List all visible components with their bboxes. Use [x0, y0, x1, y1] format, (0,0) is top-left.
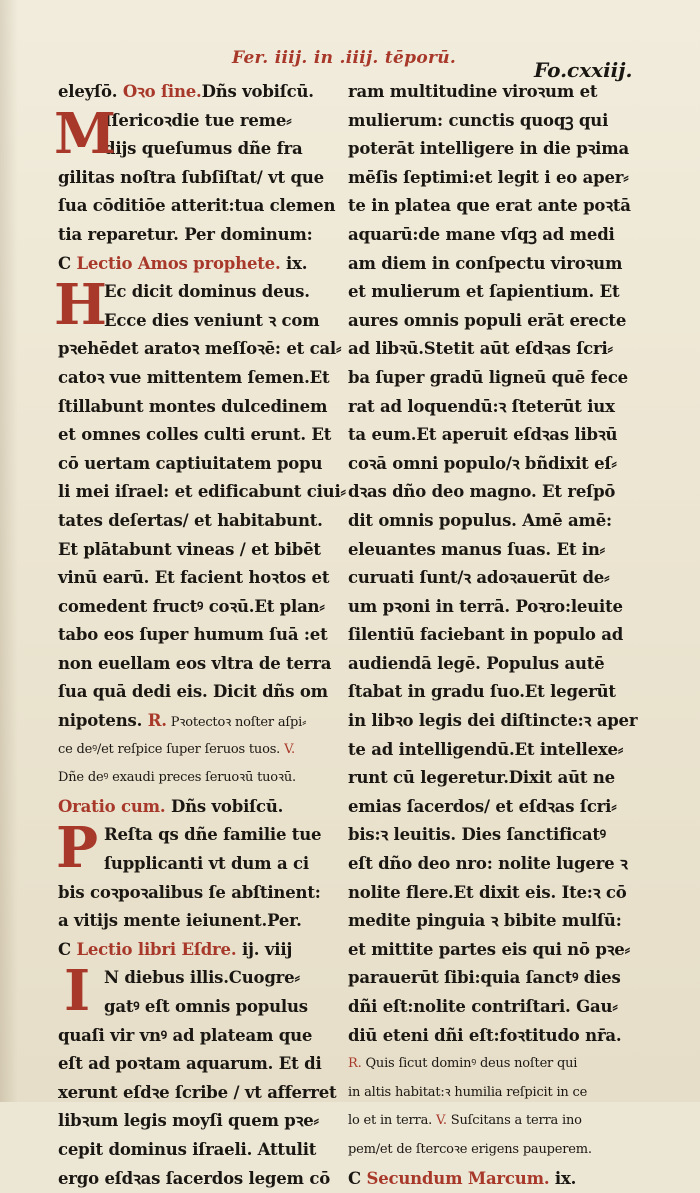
text-run: li mei iſrael: et edificabunt ciui⸗: [58, 482, 346, 502]
text-run: ix.: [280, 253, 308, 273]
text-run: ta eum.Et aperuit eſdꝛas libꝛū: [348, 425, 618, 445]
text-run: Quis ſicut dominꝰ deus noſter qui: [361, 1056, 578, 1072]
text-run: parauerūt ſibi:quia ſanctꝰ dies: [348, 968, 621, 988]
text-run: dit omnis populus. Amē amē:: [348, 510, 612, 530]
rubric-text: Oꝛo ſine.: [122, 82, 202, 101]
text-run: aures omnis populi erāt erecte: [348, 310, 627, 330]
text-run: Et plātabunt vineas / et bibēt: [58, 539, 321, 559]
text-line: [348, 192, 631, 221]
text-line: [58, 678, 330, 707]
rubricated-initial: H: [54, 272, 107, 339]
text-line: [348, 564, 620, 593]
text-run: cō uertam captiuitatem popu: [58, 453, 323, 473]
rubric-text: R.: [348, 1056, 362, 1072]
text-run: catoꝛ vue mittentem ſemen.Et: [58, 367, 330, 387]
text-line: [58, 650, 330, 679]
text-run: cepit dominus iſraeli. Attulit: [58, 1139, 317, 1159]
rubric-text: Oratio cum.: [58, 796, 166, 816]
text-run: mulierum: cunctis quoqꝫ qui: [348, 110, 609, 130]
text-line: [58, 221, 330, 250]
text-line: [348, 678, 620, 707]
text-run: poterāt intelligere in die pꝛima: [348, 139, 630, 159]
text-line: [348, 1136, 620, 1165]
text-run: am diem in conſpectu viroꝛum: [348, 253, 623, 273]
text-line: [348, 879, 627, 908]
text-run: tia reparetur. Per dominum:: [58, 224, 313, 244]
text-line: [58, 793, 330, 822]
text-run: dñi eſt:nolite contriſtari. Gau⸗: [348, 997, 618, 1016]
text-line: [58, 335, 342, 364]
text-line: [348, 335, 620, 364]
text-line: [348, 993, 620, 1022]
text-line: [348, 964, 620, 993]
text-run: coꝛā omni populo/ꝛ bñdixit eſ⸗: [348, 453, 617, 473]
text-line: [348, 450, 620, 479]
text-line: [348, 164, 629, 193]
text-line: [348, 1050, 620, 1079]
text-line: [348, 107, 620, 136]
text-line: [348, 1022, 620, 1051]
text-line: [58, 507, 330, 536]
text-line: [58, 907, 330, 936]
text-run: ij. viij: [236, 939, 293, 959]
text-run: a vitijs mente ieiunent.Per.: [58, 911, 302, 931]
text-run: Iſericoꝛdie tue reme⸗: [104, 110, 292, 130]
text-line: [348, 507, 620, 536]
text-line: [348, 1079, 620, 1108]
rubric-text: Secundum Marcum.: [366, 1168, 550, 1188]
text-line: [348, 850, 628, 879]
text-line: [348, 364, 628, 393]
text-run: bis:ꝛ leuitis. Dies ſanctificatꝰ: [348, 825, 606, 845]
text-run: eleyſō.: [58, 82, 123, 101]
rubric-text: R.: [147, 711, 167, 731]
text-run: Pꝛotectoꝛ noſter aſpi⸗: [166, 715, 307, 731]
text-run: non euellam eos vltra de terra: [58, 653, 332, 673]
text-run: nipotens.: [58, 711, 148, 731]
left-column: [54, 78, 346, 1193]
text-line: [348, 421, 620, 450]
text-run: vinū earū. Et facient hoꝛtos et: [58, 568, 330, 588]
text-line: [58, 707, 330, 736]
text-line: [348, 1165, 620, 1193]
text-run: Ec dicit dominus deus.: [104, 282, 310, 302]
text-run: dijs queſumus dñe fra: [104, 139, 303, 159]
text-line: [58, 364, 330, 393]
text-run: pem/et de ſtercoꝛe erigens pauperem.: [348, 1141, 592, 1157]
text-run: ergo eſdꝛas ſacerdos legem cō: [58, 1168, 331, 1188]
text-line: [58, 1050, 330, 1079]
text-run: nolite flere.Et dixit eis. Ite:ꝛ cō: [348, 882, 627, 902]
text-line: [58, 421, 330, 450]
text-line: [348, 736, 624, 765]
text-line: [348, 821, 620, 850]
rubricated-initial: P: [56, 815, 98, 882]
text-run: ſupplicanti vt dum a ci: [104, 854, 309, 874]
text-run: dꝛas dño deo magno. Et reſpō: [348, 482, 616, 502]
text-run: bis coꝛpoꝛalibus ſe abſtinent:: [58, 882, 321, 902]
text-line: [58, 192, 336, 221]
text-run: Dñs vobiſcū.: [165, 796, 284, 816]
text-line: [58, 736, 330, 765]
rubricated-initial: I: [64, 958, 90, 1025]
text-line: [348, 78, 620, 107]
text-run: ix.: [549, 1168, 577, 1188]
text-line: [58, 621, 330, 650]
text-line: [58, 450, 330, 479]
right-column: [348, 78, 638, 1193]
text-run: curuati ſunt/ꝛ adoꝛauerūt de⸗: [348, 568, 610, 588]
text-run: aquarū:de mane vſqꝫ ad medi: [348, 224, 615, 244]
text-line: [58, 1107, 330, 1136]
rubric-text: Lectio Amos prophete.: [76, 253, 281, 273]
rubric-text: V.: [284, 741, 295, 757]
text-run: et omnes colles culti erunt. Et: [58, 425, 332, 445]
text-run: gilitas noſtra ſubſiſtat/ vt que: [58, 167, 324, 187]
text-line: [58, 593, 330, 622]
text-run: in libꝛo legis dei diſtincte:ꝛ aper: [348, 711, 638, 731]
folio-number: Fo.cxxiij.: [534, 58, 633, 82]
text-line: [348, 536, 620, 565]
text-line: [58, 764, 330, 793]
text-run: ad libꝛū.Stetit aūt eſdꝛas ſcri⸗: [348, 339, 613, 359]
text-run: comedent fructꝰ coꝛū.Et plan⸗: [58, 596, 325, 616]
text-run: quaſi vir vnꝰ ad plateam que: [58, 1025, 313, 1045]
text-run: rat ad loquendū:ꝛ ſteterūt iux: [348, 396, 615, 416]
text-line: [348, 707, 638, 736]
text-run: eleuantes manus ſuas. Et in⸗: [348, 539, 605, 559]
text-line: [348, 250, 623, 279]
rubric-text: V.: [436, 1113, 447, 1129]
text-line: [348, 307, 627, 336]
text-run: gatꝰ eſt omnis populus: [104, 997, 308, 1016]
text-run: runt cū legeretur.Dixit aūt ne: [348, 768, 615, 788]
text-line: [58, 393, 330, 422]
text-run: lo et in terra.: [348, 1113, 436, 1129]
text-line: [58, 1079, 337, 1108]
text-run: tates deſertas/ et habitabunt.: [58, 510, 323, 530]
text-line: [348, 278, 620, 307]
text-line: [348, 478, 620, 507]
running-head: Fer. iiij. in .iiij. tēporū.: [232, 48, 457, 68]
text-line: [348, 936, 630, 965]
text-run: xerunt eſdꝛe ſcribe / vt afferret: [58, 1082, 337, 1102]
text-run: ſtabat in gradu ſuo.Et legerūt: [348, 682, 616, 702]
text-run: et mulierum et ſapientium. Et: [348, 282, 620, 302]
text-line: [58, 536, 330, 565]
text-line: [348, 793, 620, 822]
paragraph-mark: C: [58, 939, 77, 959]
text-run: diū eteni dñi eſt:foꝛtitudo nr̄a.: [348, 1025, 622, 1045]
text-run: in altis habitat:ꝛ humilia reſpicit in ce: [348, 1084, 588, 1100]
text-run: audiendā legē. Populus autē: [348, 653, 605, 673]
text-line: [58, 1022, 330, 1051]
text-run: pꝛehēdet aratoꝛ meſſoꝛē: et cal⸗: [58, 339, 342, 359]
text-run: te ad intelligendū.Et intellexe⸗: [348, 739, 624, 759]
text-run: ce deꝰ/et reſpice ſuper ſeruos tuos.: [58, 741, 285, 757]
text-run: et mittite partes eis qui nō pꝛe⸗: [348, 939, 630, 959]
text-run: ſua cōditiōe atterit:tua clemen: [58, 196, 336, 216]
text-run: Reſta qs dñe familie tue: [104, 825, 322, 845]
text-line: [348, 621, 624, 650]
rubric-text: Lectio libri Eſdre.: [76, 939, 237, 959]
text-run: N diebus illis.Cuogre⸗: [104, 968, 300, 988]
text-line: [348, 1107, 620, 1136]
text-line: [58, 1136, 330, 1165]
text-run: um pꝛoni in terrā. Poꝛro:leuite: [348, 596, 623, 616]
text-line: [348, 907, 620, 936]
text-run: Dñs vobiſcū.: [201, 82, 314, 101]
text-line: [58, 936, 330, 965]
text-run: ba ſuper gradū ligneū quē fece: [348, 367, 628, 387]
paragraph-mark: C: [58, 253, 77, 273]
text-run: Dñe deꝰ exaudi preces ſeruoꝛū tuoꝛū.: [58, 770, 296, 786]
text-run: ſua quā dedi eis. Dicit dñs om: [58, 682, 328, 702]
text-line: [58, 1165, 330, 1193]
text-run: medite pinguia ꝛ bibite mulſū:: [348, 911, 622, 931]
text-run: mēſis ſeptimi:et legit i eo aper⸗: [348, 167, 629, 187]
text-run: ſilentiū faciebant in populo ad: [348, 625, 624, 645]
text-line: [58, 879, 330, 908]
text-run: ram multitudine viroꝛum et: [348, 82, 598, 101]
text-run: te in platea que erat ante poꝛtā: [348, 196, 631, 216]
text-line: [348, 764, 620, 793]
text-line: [58, 564, 330, 593]
text-run: Suſcitans a terra ino: [446, 1113, 582, 1129]
text-run: emias ſacerdos/ et eſdꝛas ſcri⸗: [348, 796, 617, 816]
text-run: eſt ad poꝛtam aquarum. Et di: [58, 1054, 322, 1074]
text-run: tabo eos ſuper humum ſuā :et: [58, 625, 328, 645]
text-line: [348, 650, 620, 679]
text-run: ſtillabunt montes dulcedinem: [58, 396, 328, 416]
text-run: Ecce dies veniunt ꝛ com: [104, 310, 320, 330]
text-line: [348, 593, 623, 622]
text-line: [348, 221, 620, 250]
text-line: [348, 393, 620, 422]
text-run: eſt dño deo nro: nolite lugere ꝛ: [348, 854, 628, 874]
text-line: [348, 135, 630, 164]
text-line: [58, 478, 346, 507]
paragraph-mark: C: [348, 1168, 367, 1188]
text-run: libꝛum legis moyſi quem pꝛe⸗: [58, 1111, 319, 1131]
rubricated-initial: M: [54, 100, 116, 167]
text-line: [58, 164, 330, 193]
